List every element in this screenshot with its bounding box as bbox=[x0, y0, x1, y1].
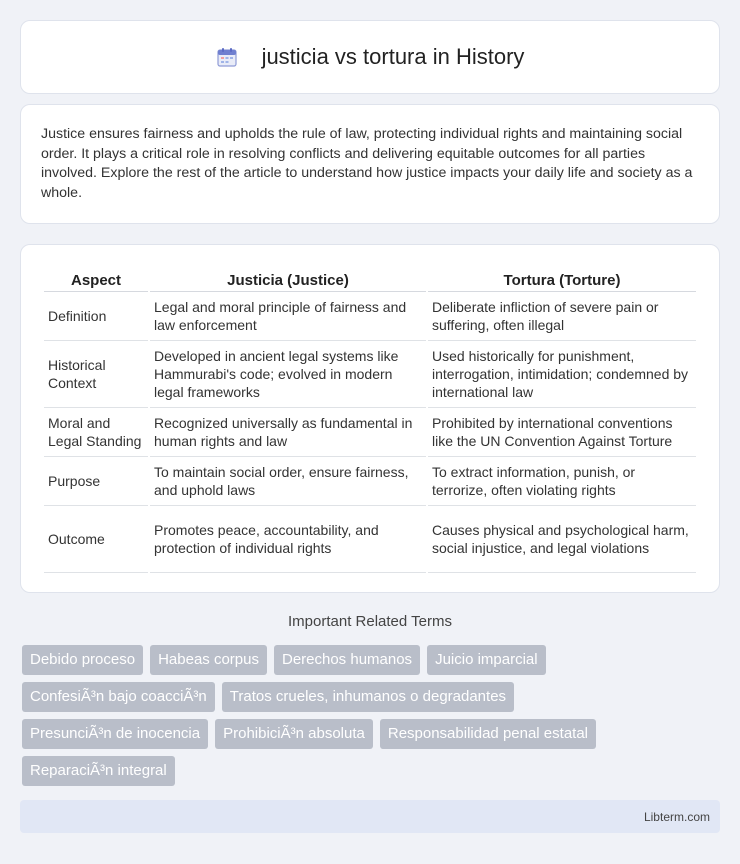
row-tortura: To extract information, punish, or terrorize, often violating rights bbox=[428, 457, 696, 506]
table-row bbox=[44, 408, 696, 457]
related-term-tag[interactable]: Habeas corpus bbox=[150, 645, 267, 675]
row-justicia: Recognized universally as fundamental in human rights and law bbox=[150, 408, 426, 457]
row-justicia: Developed in ancient legal systems like Hammurabi's code; evolved in modern legal frameworks bbox=[150, 341, 426, 408]
related-terms-list bbox=[22, 645, 722, 793]
tag-row bbox=[22, 719, 722, 749]
title-card bbox=[20, 20, 720, 94]
related-term-tag[interactable]: ConfesiÃ³n bajo coacciÃ³n bbox=[22, 682, 215, 712]
related-term-tag[interactable]: ProhibiciÃ³n absoluta bbox=[215, 719, 373, 749]
related-term-tag[interactable]: Debido proceso bbox=[22, 645, 143, 675]
calendar-icon bbox=[216, 46, 238, 68]
row-tortura: Prohibited by international conventions like the UN Convention Against Torture bbox=[428, 408, 696, 457]
column-header-justicia: Justicia (Justice) bbox=[150, 265, 426, 292]
table-row bbox=[44, 506, 696, 573]
row-aspect: Historical Context bbox=[44, 341, 148, 408]
related-term-tag[interactable]: Derechos humanos bbox=[274, 645, 420, 675]
table-row bbox=[44, 341, 696, 408]
intro-text: Justice ensures fairness and upholds the rule of law, protecting individual rights and maintaining social order. It plays a critical role in resolving conflicts and delivering equitable outcomes for all parties involved. Explore the rest of the article to understand how justice impacts your daily life and society as a whole. bbox=[41, 126, 693, 201]
related-term-tag[interactable]: Juicio imparcial bbox=[427, 645, 546, 675]
tag-row bbox=[22, 645, 722, 675]
table-row bbox=[44, 457, 696, 506]
row-justicia: Legal and moral principle of fairness and law enforcement bbox=[150, 292, 426, 341]
row-aspect: Purpose bbox=[44, 457, 148, 506]
page-title: justicia vs tortura in History bbox=[261, 44, 525, 69]
table-header-row bbox=[44, 265, 696, 292]
row-aspect: Outcome bbox=[44, 506, 148, 573]
footer bbox=[20, 800, 720, 833]
related-term-tag[interactable]: ReparaciÃ³n integral bbox=[22, 756, 175, 786]
column-header-aspect: Aspect bbox=[44, 265, 148, 292]
table-row bbox=[44, 292, 696, 341]
comparison-card bbox=[20, 244, 720, 593]
related-term-tag[interactable]: Responsabilidad penal estatal bbox=[380, 719, 596, 749]
related-term-tag[interactable]: Tratos crueles, inhumanos o degradantes bbox=[222, 682, 514, 712]
row-justicia: To maintain social order, ensure fairness, and uphold laws bbox=[150, 457, 426, 506]
tag-row bbox=[22, 682, 722, 712]
comparison-table bbox=[42, 265, 698, 573]
intro-card bbox=[20, 104, 720, 224]
row-tortura: Deliberate infliction of severe pain or suffering, often illegal bbox=[428, 292, 696, 341]
footer-site-link[interactable]: Libterm.com bbox=[643, 810, 710, 824]
related-terms-title: Important Related Terms bbox=[288, 613, 452, 630]
row-justicia: Promotes peace, accountability, and protection of individual rights bbox=[150, 506, 426, 573]
row-aspect: Definition bbox=[44, 292, 148, 341]
tag-row bbox=[22, 756, 722, 786]
column-header-tortura: Tortura (Torture) bbox=[428, 265, 696, 292]
row-tortura: Used historically for punishment, interrogation, intimidation; condemned by international law bbox=[428, 341, 696, 408]
row-aspect: Moral and Legal Standing bbox=[44, 408, 148, 457]
row-tortura: Causes physical and psychological harm, social injustice, and legal violations bbox=[428, 506, 696, 573]
related-term-tag[interactable]: PresunciÃ³n de inocencia bbox=[22, 719, 208, 749]
